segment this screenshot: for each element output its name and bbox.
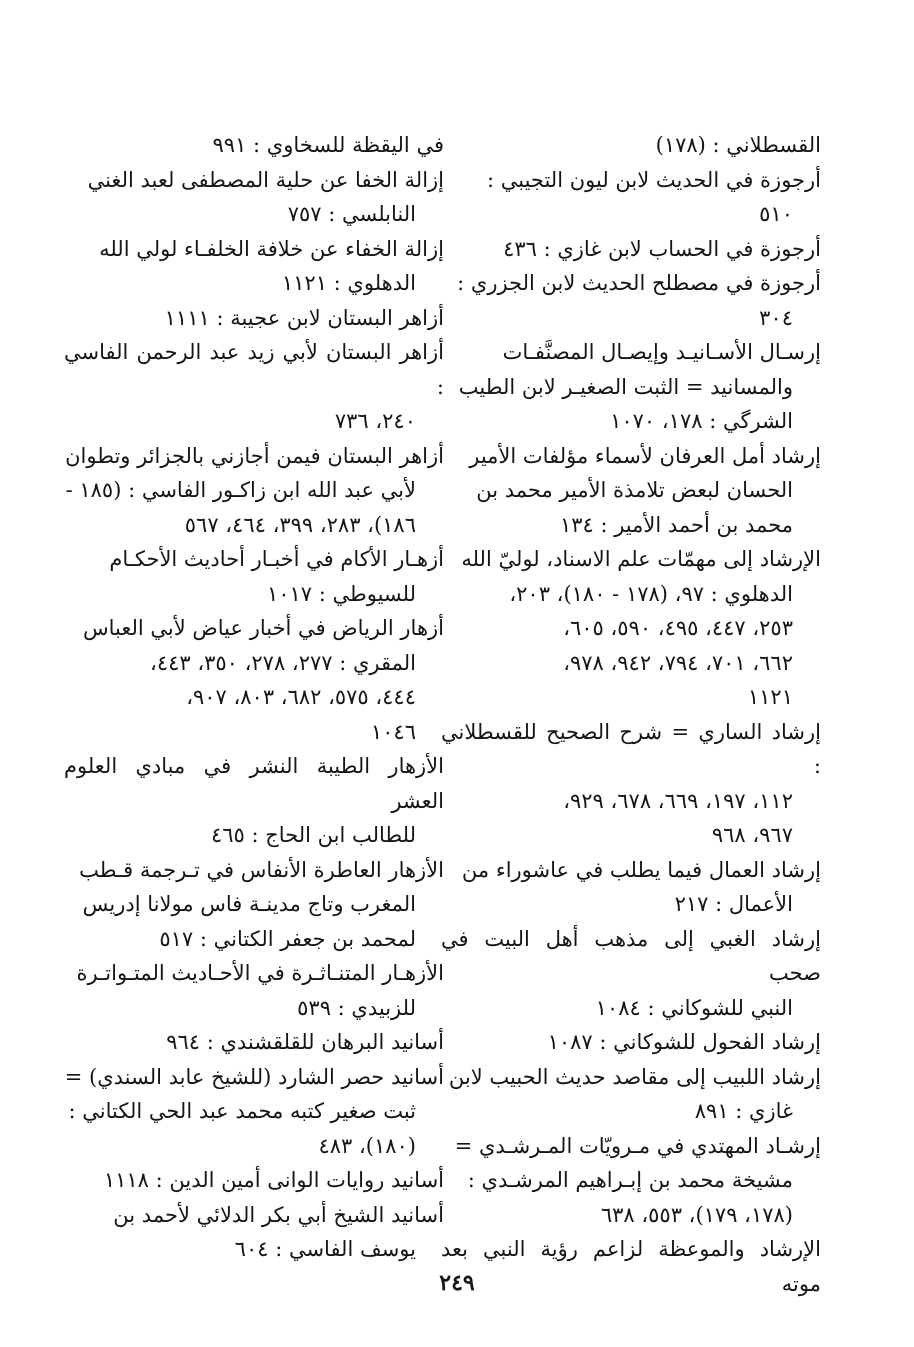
entry-continuation-line: ١١٢، ١٩٧، ٦٦٩، ٦٧٨، ٩٢٩،	[563, 788, 793, 813]
entry-continuation-line: النبي للشوكاني : ١٠٨٤	[595, 995, 793, 1020]
entry-title-line: أرجوزة في مصطلح الحديث لابن الجزري :	[457, 271, 821, 295]
entry-title-line: إرسـال الأسـانيـد وإيصـال المصنَّفـات	[502, 340, 821, 364]
entry-title-line: أسانيد البرهان للقلقشندي : ٩٦٤	[166, 1030, 444, 1054]
entry-continuation-line: مشيخة محمد بن إبـراهيم المرشـدي :	[467, 1168, 793, 1192]
entry-continuation-line: غازي : ٨٩١	[694, 1099, 793, 1123]
entry-continuation-line: ١٠٤٦	[370, 719, 416, 744]
entry-title-line: أزهار الرياض في أخبار عياض لأبي العباس	[82, 616, 444, 640]
index-entry	[64, 1163, 444, 1198]
entry-title-line: إرشاد الغبي إلى مذهب أهل البيت في صحب	[441, 926, 821, 985]
entry-title-line: الأزهـار المتنـاثـرة في الأحـاديث المتـواتـرة	[76, 961, 444, 985]
entry-continuation-line: يوسف الفاسي : ٦٠٤	[234, 1237, 416, 1261]
index-entry	[64, 335, 444, 439]
index-entry	[64, 232, 444, 301]
index-entry	[64, 128, 444, 163]
entry-continuation-line: والمسانيد = الثبت الصغيـر لابن الطيب	[458, 374, 793, 399]
index-column-left	[64, 128, 444, 1267]
entry-title-line: أزهـار الأكام في أخبـار أحاديث الأحكـام	[109, 547, 444, 571]
entry-title-line: إرشاد العمال فيما يطلب في عاشوراء من	[461, 857, 821, 882]
entry-title-line: الإرشاد إلى مهمّات علم الاسناد، لوليّ الله	[461, 547, 821, 571]
entry-title-line: أزاهر البستان فيمن أجازني بالجزائر وتطوان	[65, 443, 444, 468]
entry-continuation-line: للطالب ابن الحاج : ٤٦٥	[210, 823, 416, 847]
index-entry	[64, 1060, 444, 1164]
entry-continuation-line: ٩٦٧، ٩٦٨	[711, 823, 793, 847]
index-entry	[64, 439, 444, 543]
entry-continuation-line: ٦٦٢، ٧٠١، ٧٩٤، ٩٤٢، ٩٧٨،	[563, 650, 793, 675]
entry-title-line: أرجوزة في الحساب لابن غازي : ٤٣٦	[503, 236, 821, 261]
entry-continuation-line: الأعمال : ٢١٧	[674, 892, 793, 916]
index-entry	[441, 163, 821, 232]
entry-title-line: إرشاد الفحول للشوكاني : ١٠٨٧	[547, 1030, 821, 1054]
index-entry	[441, 922, 821, 1026]
entry-continuation-line: ٢٤٠، ٧٣٦	[334, 409, 416, 433]
entry-title-line: في اليقظة للسخاوي : ٩٩١	[212, 133, 444, 157]
index-entry	[64, 749, 444, 853]
entry-continuation-line: المغرب وتاج مدينـة فاس مولانا إدريس	[82, 892, 416, 916]
entry-continuation-line: للزبيدي : ٥٣٩	[297, 995, 416, 1020]
entry-continuation-line: ٣٠٤	[759, 305, 793, 330]
entry-title-line: إرشـاد المهتدي في مـرويّات المـرشـدي =	[454, 1133, 821, 1158]
page-number: ٢٤٩	[439, 1270, 475, 1296]
entry-title-line: أزاهر البستان لأبي زيد عبد الرحمن الفاسي :	[64, 340, 444, 399]
entry-title-line: الأزهار الطيبة النشر في مبادي العلوم العشر	[64, 754, 444, 813]
entry-continuation-line: ثبت صغير كتبه محمد عبد الحي الكتاني :	[68, 1099, 416, 1123]
entry-continuation-line: (١٨٠)، ٤٨٣	[318, 1133, 416, 1158]
entry-continuation-line: لمحمد بن جعفر الكتاني : ٥١٧	[159, 926, 416, 951]
index-entry	[64, 956, 444, 1025]
entry-continuation-line: محمد بن أحمد الأمير : ١٣٤	[559, 512, 793, 537]
entry-title-line: الأزهار العاطرة الأنفاس في تـرجمة قـطب	[79, 857, 444, 882]
index-entry	[64, 853, 444, 957]
index-entry	[64, 1198, 444, 1267]
entry-continuation-line: المقري : ٢٧٧، ٢٧٨، ٣٥٠، ٤٤٣،	[150, 650, 416, 675]
entry-title-line: إرشاد الساري = شرح الصحيح للقسطلاني :	[441, 719, 821, 778]
entry-title-line: أسانيد الشيخ أبي بكر الدلائي لأحمد بن	[113, 1202, 444, 1227]
index-entry	[441, 1025, 821, 1060]
entry-continuation-line: ١١٢١	[747, 685, 793, 709]
entry-continuation-line: ١٨٦)، ٢٨٣، ٣٩٩، ٤٦٤، ٥٦٧	[184, 512, 416, 537]
entry-title-line: أسانيد حصر الشارد (للشيخ عابد السندي) =	[64, 1064, 444, 1089]
index-entry	[64, 611, 444, 749]
index-entry	[441, 715, 821, 853]
entry-continuation-line: النابلسي : ٧٥٧	[287, 202, 416, 226]
entry-title-line: إرشاد أمل العرفان لأسماء مؤلفات الأمير	[469, 443, 821, 468]
index-entry	[64, 301, 444, 336]
index-entry	[441, 542, 821, 715]
entry-continuation-line: الدهلوي : ١١٢١	[281, 271, 416, 295]
entry-title-line: إزالة الخفا عن حلية المصطفى لعبد الغني	[87, 167, 444, 192]
entry-title-line: القسطلاني : (١٧٨)	[655, 133, 821, 157]
index-entry	[441, 128, 821, 163]
index-entry	[441, 853, 821, 922]
index-entry	[64, 1025, 444, 1060]
entry-title-line: الإرشاد والموعظة لزاعم رؤية النبي بعد موته	[441, 1237, 821, 1296]
entry-continuation-line: الشرگي : ١٧٨، ١٠٧٠	[610, 409, 793, 433]
entry-continuation-line: ٢٥٣، ٤٤٧، ٤٩٥، ٥٩٠، ٦٠٥،	[563, 616, 793, 640]
index-entry	[64, 163, 444, 232]
entry-title-line: إزالة الخفاء عن خلافة الخلفـاء لولي الله	[99, 236, 444, 261]
index-entry	[64, 542, 444, 611]
index-entry	[441, 266, 821, 335]
entry-continuation-line: لأبي عبد الله ابن زاكـور الفاسي : (١٨٥ -	[65, 478, 416, 502]
entry-title-line: أرجوزة في الحديث لابن ليون التجيبي :	[486, 167, 821, 192]
index-entry	[441, 1060, 821, 1129]
entry-title-line: إرشاد اللبيب إلى مقاصد حديث الحبيب لابن	[448, 1064, 821, 1089]
index-entry	[441, 1129, 821, 1233]
entry-continuation-line: الدهلوي : ٩٧، (١٧٨ - ١٨٠)، ٢٠٣،	[509, 581, 793, 606]
entry-continuation-line: (١٧٨، ١٧٩)، ٥٥٣، ٦٣٨	[600, 1202, 793, 1227]
entry-title-line: أزاهر البستان لابن عجيبة : ١١١١	[164, 305, 444, 330]
index-column-right	[441, 128, 821, 1301]
entry-continuation-line: ٥١٠	[759, 202, 793, 226]
entry-continuation-line: ٤٤٤، ٥٧٥، ٦٨٢، ٨٠٣، ٩٠٧،	[186, 685, 416, 709]
index-entry	[441, 335, 821, 439]
entry-continuation-line: الحسان لبعض تلامذة الأمير محمد بن	[476, 478, 793, 502]
index-entry	[441, 232, 821, 267]
entry-title-line: أسانيد روايات الوانى أمين الدين : ١١١٨	[103, 1168, 444, 1192]
entry-continuation-line: للسيوطي : ١٠١٧	[266, 581, 416, 606]
index-entry	[441, 439, 821, 543]
